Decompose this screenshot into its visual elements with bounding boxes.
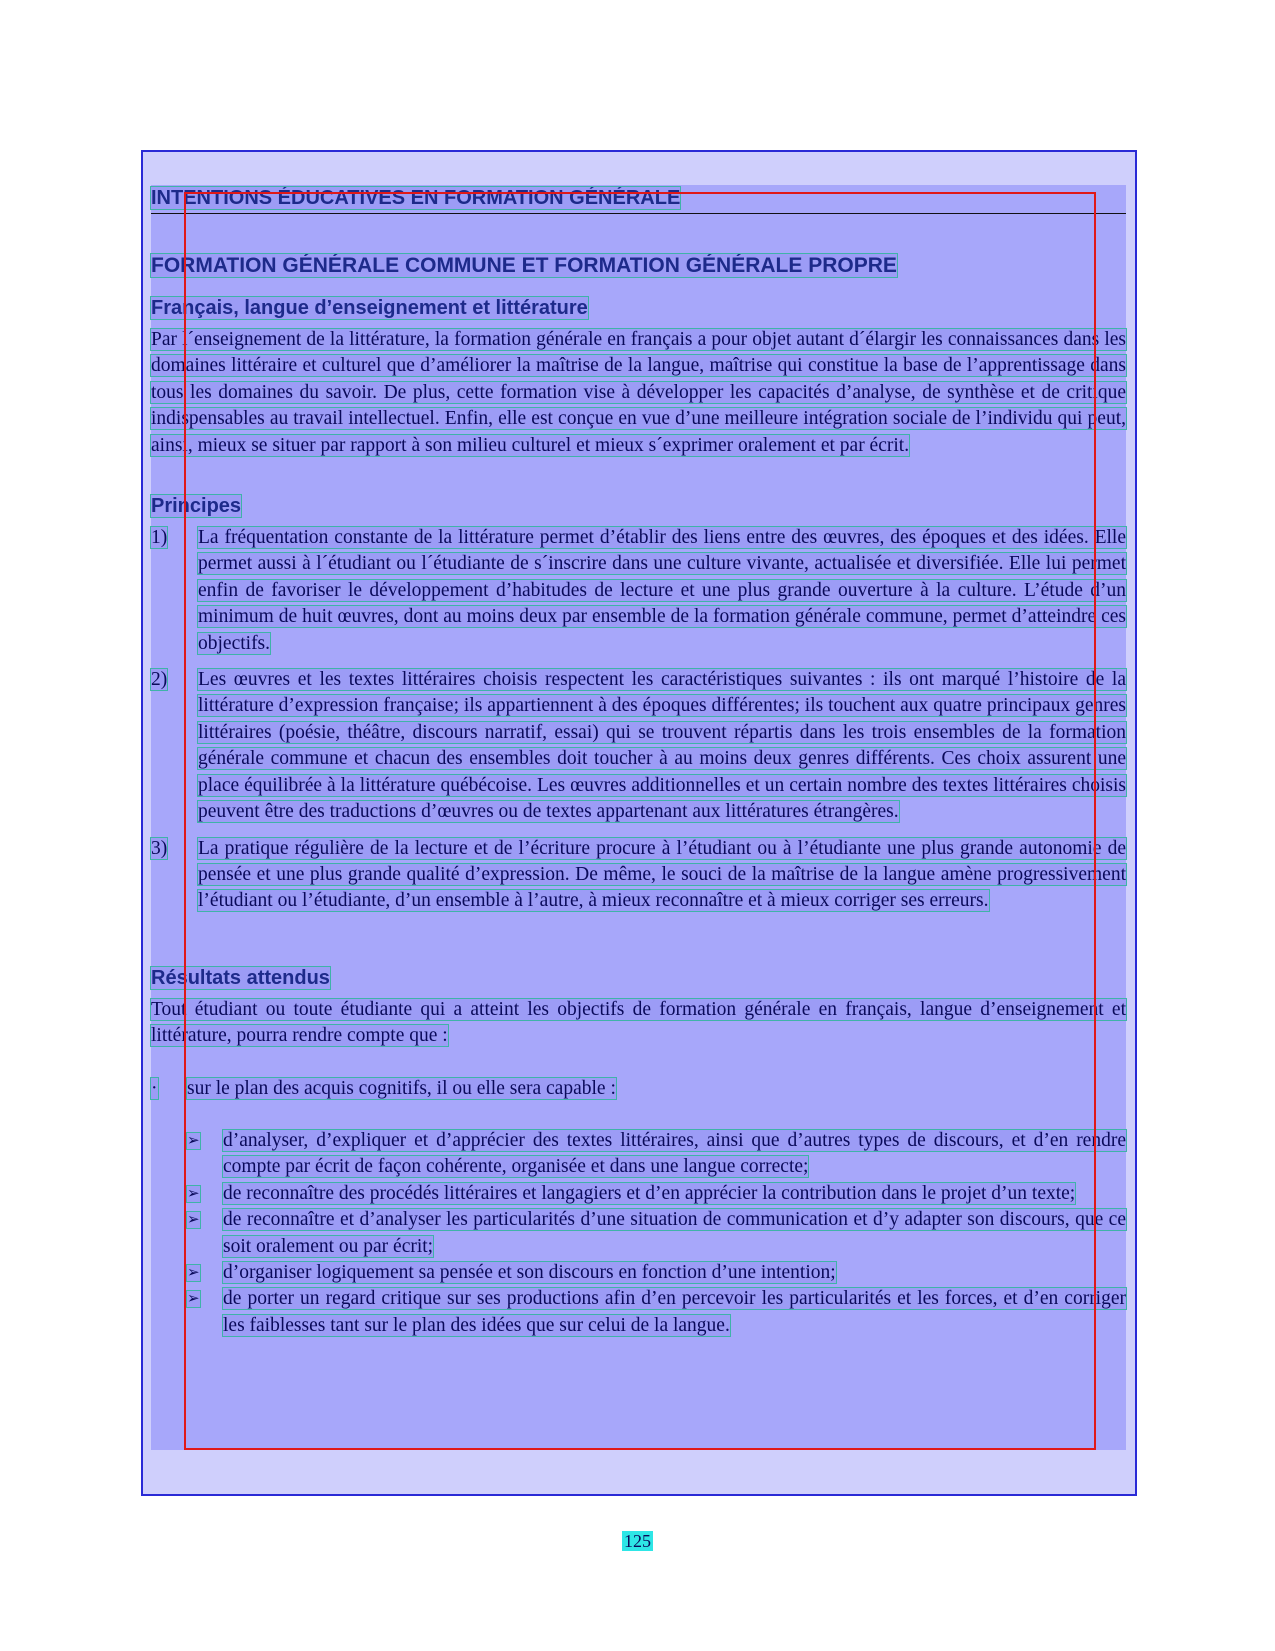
- intro-paragraph: Par l´enseignement de la littérature, la formation générale en français a pour objet autant d´élargir les connaissances dans les domaines littéraire et culturel que d’améliorer la maîtrise de la langue, maîtrise qui constitue la base de l’apprentissage dans tous les domaines du savoir. De plus, cette formation vise à développer les capacités d’analyse, de synthèse et de critique indispensables au travail intellectuel. Enfin, elle est conçue en vue d’une meilleure intégration sociale de l’individu qui peut, ainsi, mieux se situer par rapport à son milieu culturel et mieux s´exprimer oralement et par écrit.: [151, 329, 1126, 456]
- arrow-bullet-icon: ➢: [187, 1212, 200, 1229]
- document-heading: INTENTIONS ÉDUCATIVES EN FORMATION GÉNÉRALE: [151, 185, 1126, 214]
- bullet-marker: ·: [151, 1077, 158, 1099]
- results-heading: Résultats attendus: [151, 966, 330, 989]
- subject-heading: Français, langue d’enseignement et littérature: [151, 297, 588, 319]
- arrow-bullet-icon: ➢: [187, 1185, 200, 1202]
- list-item: ➢ de reconnaître des procédés littéraires et langagiers et d’en apprécier la contribution dans le projet d’un texte;: [187, 1181, 1126, 1207]
- results-list: [187, 1128, 1126, 1339]
- section-heading: FORMATION GÉNÉRALE COMMUNE ET FORMATION GÉNÉRALE PROPRE: [151, 254, 897, 277]
- cognitive-line: · sur le plan des acquis cognitifs, il ou elle sera capable :: [151, 1076, 1126, 1102]
- principle-item: 2) Les œuvres et les textes littéraires choisis respectent les caractéristiques suivantes : ils ont marqué l’histoire de la littérature d’expression française; ils appartiennent à des époques différentes; ils touchent aux quatre principaux genres littéraires (poésie, théâtre, discours narratif, essai) qui se trouvent répartis dans les trois ensembles de la formation générale commune et chacun des ensembles doit toucher à au moins deux genres différents. Ces choix assurent une place équilibrée à la littérature québécoise. Les œuvres additionnelles et un certain nombre des textes littéraires choisis peuvent être des traductions d’œuvres ou de textes appartenant aux littératures étrangères.: [151, 669, 1126, 823]
- list-item: ➢ d’analyser, d’expliquer et d’apprécier des textes littéraires, ainsi que d’autres types de discours, et d’en rendre compte par écrit de façon cohérente, organisée et dans une langue correcte;: [187, 1128, 1126, 1181]
- arrow-bullet-icon: ➢: [187, 1132, 200, 1149]
- principles-heading: Principes: [151, 495, 242, 518]
- list-item: ➢ de reconnaître et d’analyser les particularités d’une situation de communication et d’y adapter son discours, que ce soit oralement ou par écrit;: [187, 1207, 1126, 1260]
- arrow-bullet-icon: ➢: [187, 1291, 200, 1308]
- principle-item: 3) La pratique régulière de la lecture et de l’écriture procure à l’étudiant ou à l’étudiante une plus grande autonomie de pensée et une plus grande qualité d’expression. De même, le souci de la maîtrise de la langue amène progressivement l’étudiant ou l’étudiante, d’un ensemble à l’autre, à mieux reconnaître et à mieux corriger ses erreurs.: [151, 837, 1126, 912]
- list-item: ➢ d’organiser logiquement sa pensée et son discours en fonction d’une intention;: [187, 1260, 1126, 1286]
- document-content: [151, 185, 1126, 1339]
- page-number: 125: [624, 1531, 651, 1551]
- principle-item: 1) La fréquentation constante de la littérature permet d’établir des liens entre des œuvres, des époques et des idées. Elle permet aussi à l´étudiant ou l´étudiante de s´inscrire dans une culture vivante, actualisée et diversifiée. Elle lui permet enfin de favoriser le développement d’habitudes de lecture et une plus grande ouverture à la culture. L’étude d’un minimum de huit œuvres, dont au moins deux par ensemble de la formation générale commune, permet d’atteindre ces objectifs.: [151, 527, 1126, 654]
- arrow-bullet-icon: ➢: [187, 1264, 200, 1281]
- results-intro: Tout étudiant ou toute étudiante qui a atteint les objectifs de formation générale en français, langue d’enseignement et littérature, pourra rendre compte que :: [151, 998, 1126, 1047]
- list-item: ➢ de porter un regard critique sur ses productions afin d’en percevoir les particularités et les forces, et d’en corriger les faiblesses tant sur le plan des idées que sur celui de la langue.: [187, 1286, 1126, 1339]
